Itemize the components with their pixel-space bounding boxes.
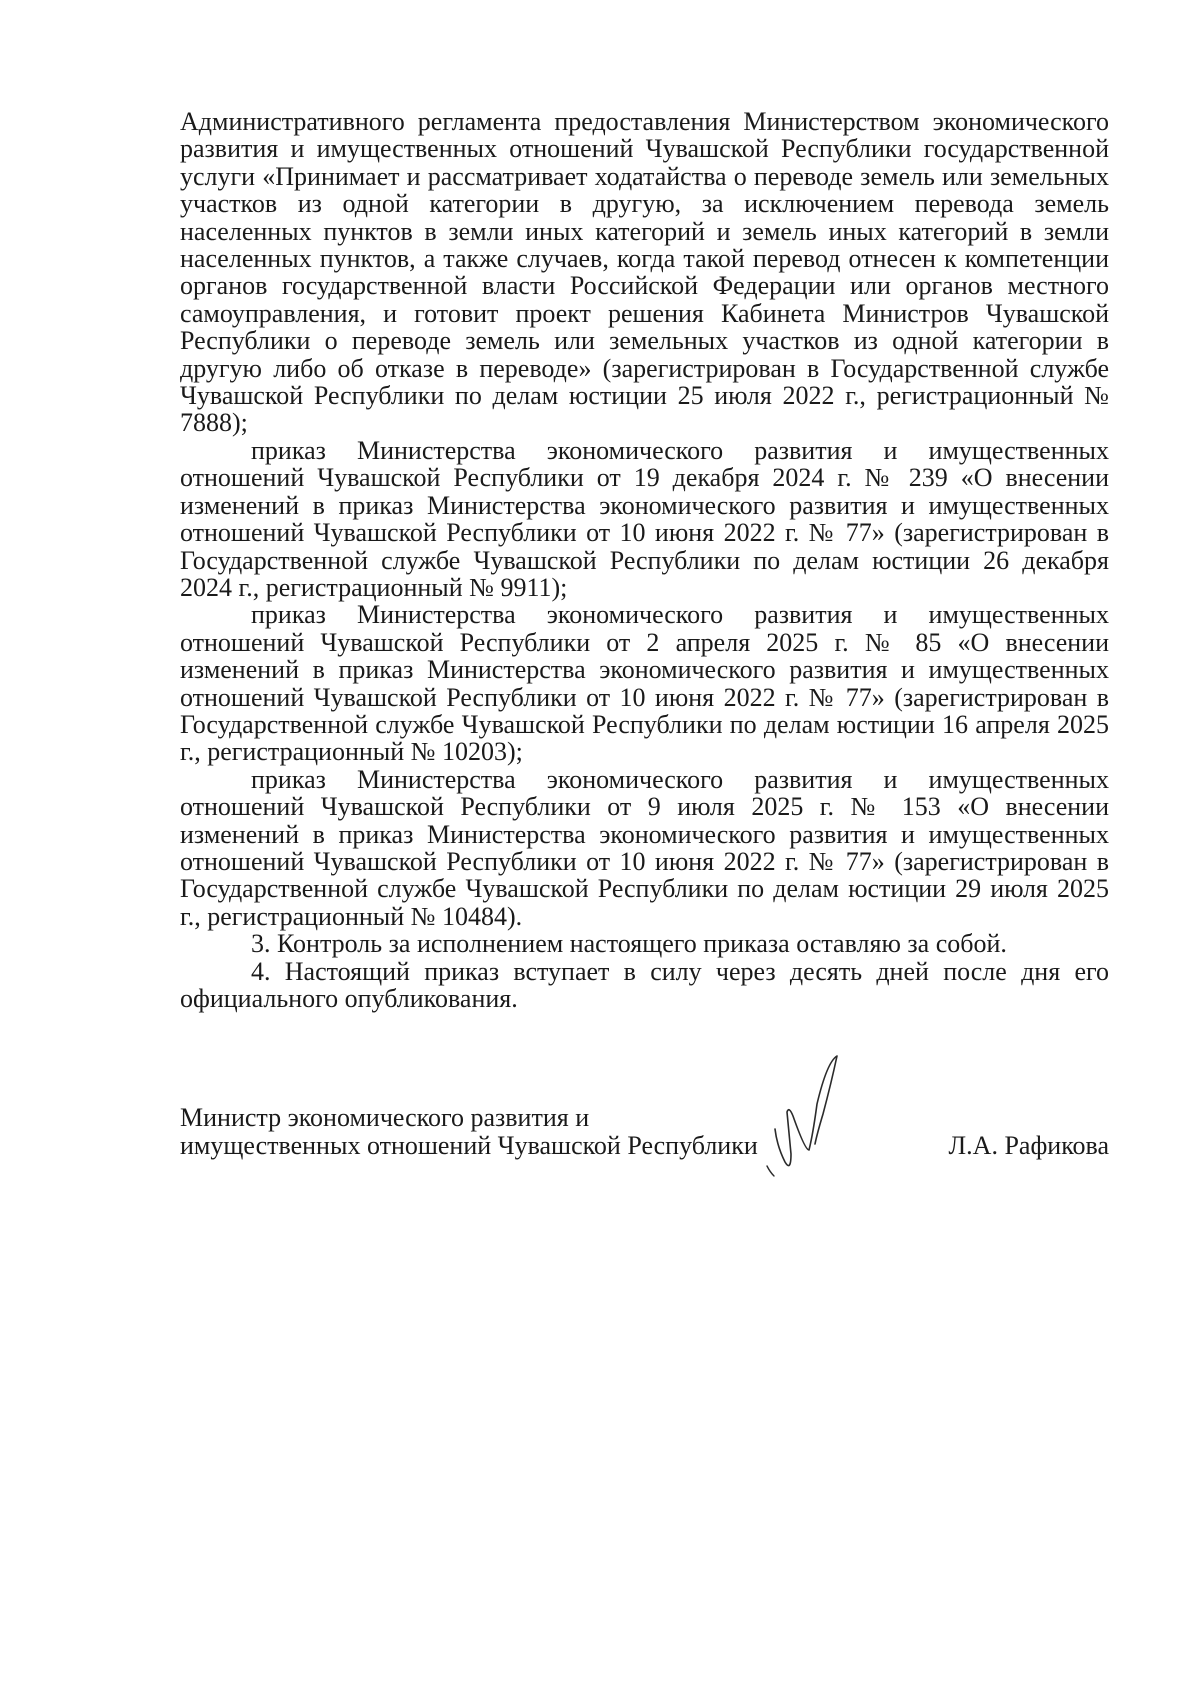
paragraph-order-85: приказ Министерства экономического развития и имущественных отношений Чувашской Республики от 2 апреля 2025 г. № 85 «О внесении изменений в приказ Министерства экономического развития и имущественных отношений Чувашской Республики от 10 июня 2022 г. № 77» (зарегистрирован в Государственной службе Чувашской Республики по делам юстиции 16 апреля 2025 г., регистрационный № 10203);: [180, 600, 1109, 767]
paragraph-item-4: 4. Настоящий приказ вступает в силу через десять дней после дня его официального опубликования.: [180, 956, 1109, 1013]
paragraph-item-3: 3. Контроль за исполнением настоящего приказа оставляю за собой.: [251, 929, 1007, 959]
handwritten-signature-icon: [765, 1054, 845, 1186]
signatory-title-line-2: имущественных отношений Чувашской Республики: [180, 1131, 758, 1160]
signature-block: [180, 1104, 1109, 1194]
paragraph-order-153: приказ Министерства экономического развития и имущественных отношений Чувашской Республики от 9 июля 2025 г. № 153 «О внесении изменений в приказ Министерства экономического развития и имущественных отношений Чувашской Республики от 10 июня 2022 г. № 77» (зарегистрирован в Государственной службе Чувашской Республики по делам юстиции 29 июля 2025 г., регистрационный № 10484).: [180, 764, 1109, 931]
document-body: [180, 108, 1109, 1012]
signatory-name: Л.А. Рафикова: [948, 1131, 1109, 1160]
paragraph-order-239: приказ Министерства экономического развития и имущественных отношений Чувашской Республики от 19 декабря 2024 г. № 239 «О внесении изменений в приказ Министерства экономического развития и имущественных отношений Чувашской Республики от 10 июня 2022 г. № 77» (зарегистрирован в Государственной службе Чувашской Республики по делам юстиции 26 декабря 2024 г., регистрационный № 9911);: [180, 435, 1109, 602]
signatory-title-line-1: Министр экономического развития и: [180, 1103, 590, 1132]
paragraph-regulation-continuation: Административного регламента предоставления Министерством экономического развития и имущественных отношений Чувашской Республики государственной услуги «Принимает и рассматривает ходатайства о переводе земель или земельных участков из одной категории в другую, за исключением перевода земель населенных пунктов в земли иных категорий и земель иных категорий в земли населенных пунктов, а также случаев, когда такой перевод отнесен к компетенции органов государственной власти Российской Федерации или органов местного самоуправления, и готовит проект решения Кабинета Министров Чувашской Республики о переводе земель или земельных участков из одной категории в другую либо об отказе в переводе» (зарегистрирован в Государственной службе Чувашской Республики по делам юстиции 25 июля 2022 г., регистрационный № 7888);: [180, 107, 1109, 438]
